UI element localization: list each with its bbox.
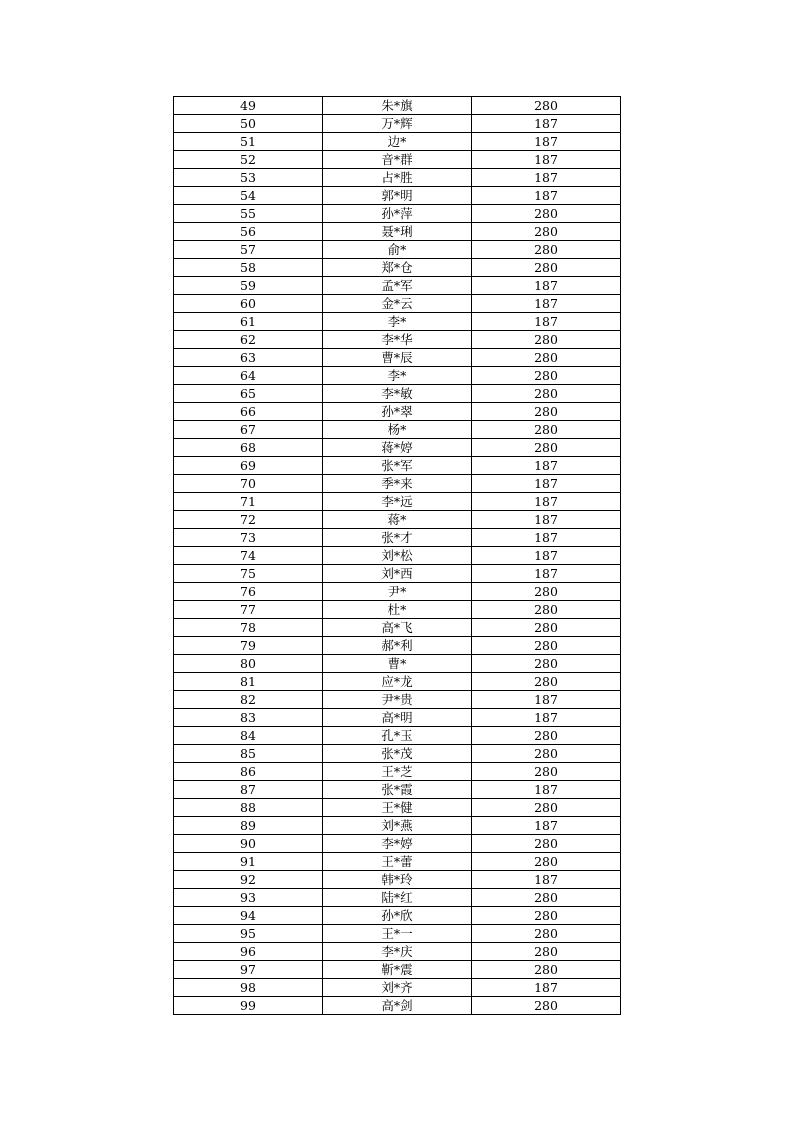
row-number-cell: 61: [174, 313, 323, 331]
name-cell: 郝*利: [323, 637, 472, 655]
name-cell: 占*胜: [323, 169, 472, 187]
name-cell: 王*健: [323, 799, 472, 817]
table-row: [174, 475, 621, 493]
row-number-cell: 63: [174, 349, 323, 367]
amount-cell: 280: [472, 331, 621, 349]
row-number-cell: 66: [174, 403, 323, 421]
name-cell: 孙*欣: [323, 907, 472, 925]
row-number-cell: 55: [174, 205, 323, 223]
table-row: [174, 853, 621, 871]
row-number-cell: 80: [174, 655, 323, 673]
name-cell: 尹*贵: [323, 691, 472, 709]
amount-cell: 280: [472, 763, 621, 781]
name-cell: 俞*: [323, 241, 472, 259]
row-number-cell: 62: [174, 331, 323, 349]
row-number-cell: 77: [174, 601, 323, 619]
amount-cell: 187: [472, 511, 621, 529]
table-row: [174, 169, 621, 187]
row-number-cell: 79: [174, 637, 323, 655]
name-cell: 王*芝: [323, 763, 472, 781]
row-number-cell: 54: [174, 187, 323, 205]
row-number-cell: 88: [174, 799, 323, 817]
row-number-cell: 68: [174, 439, 323, 457]
row-number-cell: 53: [174, 169, 323, 187]
row-number-cell: 70: [174, 475, 323, 493]
amount-cell: 280: [472, 619, 621, 637]
amount-cell: 280: [472, 997, 621, 1015]
amount-cell: 280: [472, 223, 621, 241]
table-row: [174, 295, 621, 313]
row-number-cell: 59: [174, 277, 323, 295]
amount-cell: 280: [472, 385, 621, 403]
table-row: [174, 763, 621, 781]
row-number-cell: 97: [174, 961, 323, 979]
row-number-cell: 91: [174, 853, 323, 871]
table-row: [174, 691, 621, 709]
amount-cell: 280: [472, 961, 621, 979]
row-number-cell: 96: [174, 943, 323, 961]
row-number-cell: 60: [174, 295, 323, 313]
name-cell: 李*: [323, 367, 472, 385]
row-number-cell: 74: [174, 547, 323, 565]
table-row: [174, 799, 621, 817]
table-row: [174, 619, 621, 637]
table-row: [174, 313, 621, 331]
table-row: [174, 133, 621, 151]
row-number-cell: 71: [174, 493, 323, 511]
name-cell: 王*蕾: [323, 853, 472, 871]
amount-cell: 280: [472, 799, 621, 817]
table-row: [174, 781, 621, 799]
amount-cell: 280: [472, 889, 621, 907]
row-number-cell: 51: [174, 133, 323, 151]
row-number-cell: 76: [174, 583, 323, 601]
row-number-cell: 94: [174, 907, 323, 925]
row-number-cell: 81: [174, 673, 323, 691]
amount-cell: 280: [472, 601, 621, 619]
table-row: [174, 727, 621, 745]
table-row: [174, 997, 621, 1015]
table-row: [174, 223, 621, 241]
row-number-cell: 52: [174, 151, 323, 169]
amount-cell: 187: [472, 313, 621, 331]
amount-cell: 280: [472, 349, 621, 367]
table-row: [174, 439, 621, 457]
amount-cell: 280: [472, 943, 621, 961]
table-row: [174, 565, 621, 583]
amount-cell: 187: [472, 151, 621, 169]
amount-cell: 187: [472, 979, 621, 997]
name-cell: 边*: [323, 133, 472, 151]
table-row: [174, 601, 621, 619]
row-number-cell: 65: [174, 385, 323, 403]
name-cell: 李*婷: [323, 835, 472, 853]
amount-cell: 280: [472, 367, 621, 385]
row-number-cell: 64: [174, 367, 323, 385]
name-cell: 季*来: [323, 475, 472, 493]
name-cell: 杨*: [323, 421, 472, 439]
row-number-cell: 83: [174, 709, 323, 727]
table-row: [174, 457, 621, 475]
table-row: [174, 547, 621, 565]
table-row: [174, 637, 621, 655]
row-number-cell: 86: [174, 763, 323, 781]
row-number-cell: 75: [174, 565, 323, 583]
amount-cell: 187: [472, 547, 621, 565]
name-cell: 韩*玲: [323, 871, 472, 889]
table-row: [174, 115, 621, 133]
table-row: [174, 187, 621, 205]
amount-cell: 187: [472, 475, 621, 493]
name-cell: 李*敏: [323, 385, 472, 403]
name-cell: 张*军: [323, 457, 472, 475]
row-number-cell: 89: [174, 817, 323, 835]
table-row: [174, 349, 621, 367]
amount-cell: 187: [472, 529, 621, 547]
amount-cell: 187: [472, 133, 621, 151]
name-cell: 孙*萍: [323, 205, 472, 223]
table-row: [174, 979, 621, 997]
roster-table-body: [174, 97, 621, 1015]
amount-cell: 280: [472, 745, 621, 763]
name-cell: 朱*旗: [323, 97, 472, 115]
name-cell: 曹*辰: [323, 349, 472, 367]
amount-cell: 187: [472, 817, 621, 835]
row-number-cell: 78: [174, 619, 323, 637]
table-row: [174, 205, 621, 223]
amount-cell: 187: [472, 871, 621, 889]
amount-cell: 187: [472, 781, 621, 799]
amount-cell: 187: [472, 709, 621, 727]
table-row: [174, 259, 621, 277]
row-number-cell: 67: [174, 421, 323, 439]
amount-cell: 280: [472, 439, 621, 457]
row-number-cell: 87: [174, 781, 323, 799]
table-row: [174, 241, 621, 259]
table-row: [174, 97, 621, 115]
name-cell: 靳*震: [323, 961, 472, 979]
amount-cell: 187: [472, 187, 621, 205]
name-cell: 张*才: [323, 529, 472, 547]
name-cell: 刘*燕: [323, 817, 472, 835]
name-cell: 陆*红: [323, 889, 472, 907]
row-number-cell: 50: [174, 115, 323, 133]
amount-cell: 280: [472, 925, 621, 943]
table-row: [174, 907, 621, 925]
row-number-cell: 98: [174, 979, 323, 997]
row-number-cell: 56: [174, 223, 323, 241]
row-number-cell: 49: [174, 97, 323, 115]
row-number-cell: 58: [174, 259, 323, 277]
row-number-cell: 57: [174, 241, 323, 259]
amount-cell: 187: [472, 565, 621, 583]
name-cell: 尹*: [323, 583, 472, 601]
amount-cell: 280: [472, 205, 621, 223]
table-row: [174, 889, 621, 907]
table-row: [174, 745, 621, 763]
amount-cell: 280: [472, 835, 621, 853]
name-cell: 王*一: [323, 925, 472, 943]
amount-cell: 280: [472, 403, 621, 421]
amount-cell: 280: [472, 421, 621, 439]
name-cell: 李*华: [323, 331, 472, 349]
table-row: [174, 925, 621, 943]
amount-cell: 187: [472, 295, 621, 313]
name-cell: 高*剑: [323, 997, 472, 1015]
name-cell: 金*云: [323, 295, 472, 313]
name-cell: 李*远: [323, 493, 472, 511]
table-row: [174, 385, 621, 403]
table-row: [174, 709, 621, 727]
table-row: [174, 367, 621, 385]
row-number-cell: 95: [174, 925, 323, 943]
amount-cell: 280: [472, 655, 621, 673]
name-cell: 聂*琍: [323, 223, 472, 241]
row-number-cell: 93: [174, 889, 323, 907]
name-cell: 张*霞: [323, 781, 472, 799]
amount-cell: 280: [472, 97, 621, 115]
name-cell: 刘*西: [323, 565, 472, 583]
table-row: [174, 529, 621, 547]
name-cell: 郑*仓: [323, 259, 472, 277]
table-row: [174, 871, 621, 889]
table-row: [174, 943, 621, 961]
name-cell: 李*: [323, 313, 472, 331]
table-row: [174, 493, 621, 511]
row-number-cell: 72: [174, 511, 323, 529]
row-number-cell: 73: [174, 529, 323, 547]
table-row: [174, 511, 621, 529]
amount-cell: 280: [472, 241, 621, 259]
name-cell: 孔*玉: [323, 727, 472, 745]
table-row: [174, 277, 621, 295]
table-row: [174, 583, 621, 601]
name-cell: 高*明: [323, 709, 472, 727]
row-number-cell: 82: [174, 691, 323, 709]
table-row: [174, 673, 621, 691]
row-number-cell: 84: [174, 727, 323, 745]
table-row: [174, 151, 621, 169]
amount-cell: 187: [472, 691, 621, 709]
amount-cell: 280: [472, 853, 621, 871]
name-cell: 孟*军: [323, 277, 472, 295]
name-cell: 音*群: [323, 151, 472, 169]
row-number-cell: 92: [174, 871, 323, 889]
table-row: [174, 961, 621, 979]
amount-cell: 187: [472, 169, 621, 187]
table-row: [174, 817, 621, 835]
table-row: [174, 331, 621, 349]
name-cell: 刘*齐: [323, 979, 472, 997]
name-cell: 应*龙: [323, 673, 472, 691]
table-row: [174, 421, 621, 439]
name-cell: 万*辉: [323, 115, 472, 133]
name-cell: 曹*: [323, 655, 472, 673]
row-number-cell: 85: [174, 745, 323, 763]
amount-cell: 280: [472, 259, 621, 277]
name-cell: 蒋*: [323, 511, 472, 529]
amount-cell: 280: [472, 907, 621, 925]
name-cell: 孙*翠: [323, 403, 472, 421]
name-cell: 张*茂: [323, 745, 472, 763]
name-cell: 郭*明: [323, 187, 472, 205]
row-number-cell: 69: [174, 457, 323, 475]
row-number-cell: 90: [174, 835, 323, 853]
table-row: [174, 835, 621, 853]
amount-cell: 280: [472, 673, 621, 691]
amount-cell: 187: [472, 277, 621, 295]
amount-cell: 187: [472, 115, 621, 133]
row-number-cell: 99: [174, 997, 323, 1015]
table-row: [174, 655, 621, 673]
amount-cell: 187: [472, 493, 621, 511]
roster-table: [173, 96, 621, 1015]
name-cell: 李*庆: [323, 943, 472, 961]
amount-cell: 280: [472, 637, 621, 655]
amount-cell: 280: [472, 583, 621, 601]
name-cell: 高*飞: [323, 619, 472, 637]
table-row: [174, 403, 621, 421]
name-cell: 蒋*婷: [323, 439, 472, 457]
amount-cell: 280: [472, 727, 621, 745]
amount-cell: 187: [472, 457, 621, 475]
name-cell: 刘*松: [323, 547, 472, 565]
name-cell: 杜*: [323, 601, 472, 619]
